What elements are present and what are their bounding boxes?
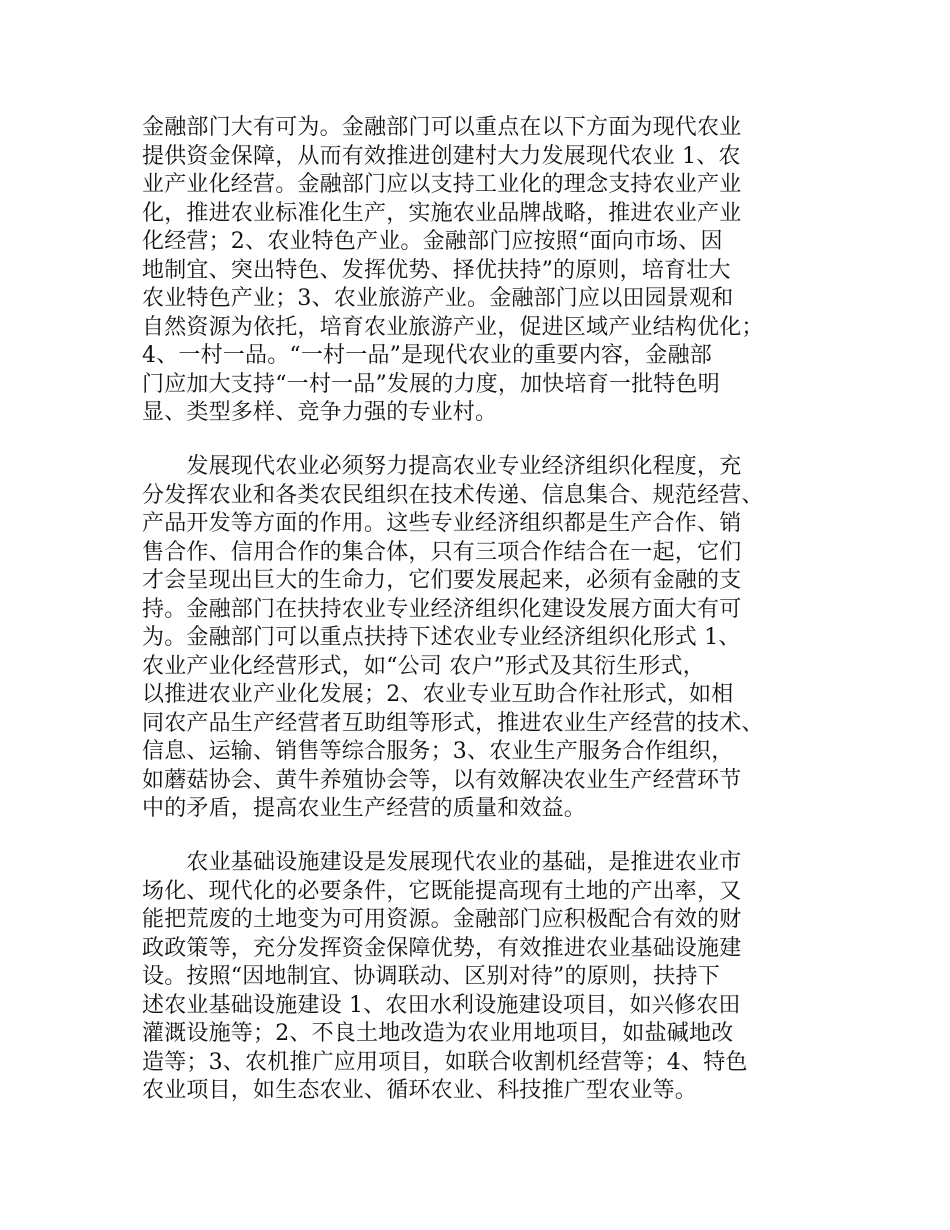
text-line: 灌溉设施等；2、不良土地改造为农业用地项目，如盐碱地改	[142, 1021, 734, 1046]
text-line: 同农产品生产经营者互助组等形式，推进农业生产经营的技术、	[142, 710, 764, 736]
text-line: 如蘑菇协会、黄牛养殖协会等，以有效解决农业生产经营环节	[142, 767, 742, 793]
text-line: 以推进农业产业化发展；2、农业专业互助合作社形式，如相	[142, 682, 734, 707]
text-line: 化，推进农业标准化生产，实施农业品牌战略，推进农业产业	[142, 200, 742, 226]
text-line: 化经营；2、农业特色产业。金融部门应按照“面向市场、因	[142, 229, 723, 254]
text-line: 中的矛盾，提高农业生产经营的质量和效益。	[142, 796, 587, 821]
paragraph-infrastructure	[142, 849, 832, 1106]
paragraph-economic-organizations	[142, 453, 832, 824]
text-line: 政政策等，充分发挥资金保障优势，有效推进农业基础设施建	[142, 935, 742, 961]
text-line: 售合作、信用合作的集合体，只有三项合作结合在一起，它们	[142, 539, 742, 565]
text-line: 提供资金保障，从而有效推进创建村大力发展现代农业 1、农	[142, 143, 741, 169]
text-line: 为。金融部门可以重点扶持下述农业专业经济组织化形式 1、	[142, 625, 741, 650]
text-line: 分发挥农业和各类农民组织在技术传递、信息集合、规范经营、	[142, 482, 764, 508]
text-line: 场化、现代化的必要条件，它既能提高现有土地的产出率，又	[142, 878, 742, 904]
text-line: 门应加大支持“一村一品”发展的力度，加快培育一批特色明	[142, 371, 720, 397]
text-line: 自然资源为依托，培育农业旅游产业，促进区域产业结构优化；	[142, 314, 764, 340]
text-line: 持。金融部门在扶持农业专业经济组织化建设发展方面大有可	[142, 596, 742, 622]
text-line: 农业特色产业；3、农业旅游产业。金融部门应以田园景观和	[142, 286, 734, 311]
text-line: 述农业基础设施建设 1、农田水利设施建设项目，如兴修农田	[142, 992, 741, 1018]
text-line: 金融部门大有可为。金融部门可以重点在以下方面为现代农业	[142, 115, 742, 140]
text-line: 地制宜、突出特色、发挥优势、择优扶持”的原则，培育壮大	[142, 257, 731, 283]
text-line: 发展现代农业必须努力提高农业专业经济组织化程度，充	[142, 454, 742, 479]
text-line: 造等；3、农机推广应用项目，如联合收割机经营等；4、特色	[142, 1049, 748, 1075]
text-line: 显、类型多样、竞争力强的专业村。	[142, 400, 498, 425]
text-line: 信息、运输、销售等综合服务；3、农业生产服务合作组织，	[142, 739, 734, 764]
text-line: 产品开发等方面的作用。这些专业经济组织都是生产合作、销	[142, 511, 742, 536]
text-line: 农业产业化经营形式，如“公司 农户”形式及其衍生形式，	[142, 653, 705, 679]
text-line: 能把荒废的土地变为可用资源。金融部门应积极配合有效的财	[142, 907, 742, 932]
text-line: 业产业化经营。金融部门应以支持工业化的理念支持农业产业	[142, 172, 742, 197]
text-line: 农业基础设施建设是发展现代农业的基础，是推进农业市	[142, 850, 742, 875]
text-line: 4、一村一品。“一村一品”是现代农业的重要内容，金融部	[142, 343, 712, 368]
text-line: 农业项目，如生态农业、循环农业、科技推广型农业等。	[142, 1078, 698, 1103]
text-line: 才会呈现出巨大的生命力，它们要发展起来，必须有金融的支	[142, 568, 742, 593]
paragraph-financial-support	[142, 114, 832, 428]
text-line: 设。按照“因地制宜、协调联动、区别对待”的原则，扶持下	[142, 964, 720, 989]
